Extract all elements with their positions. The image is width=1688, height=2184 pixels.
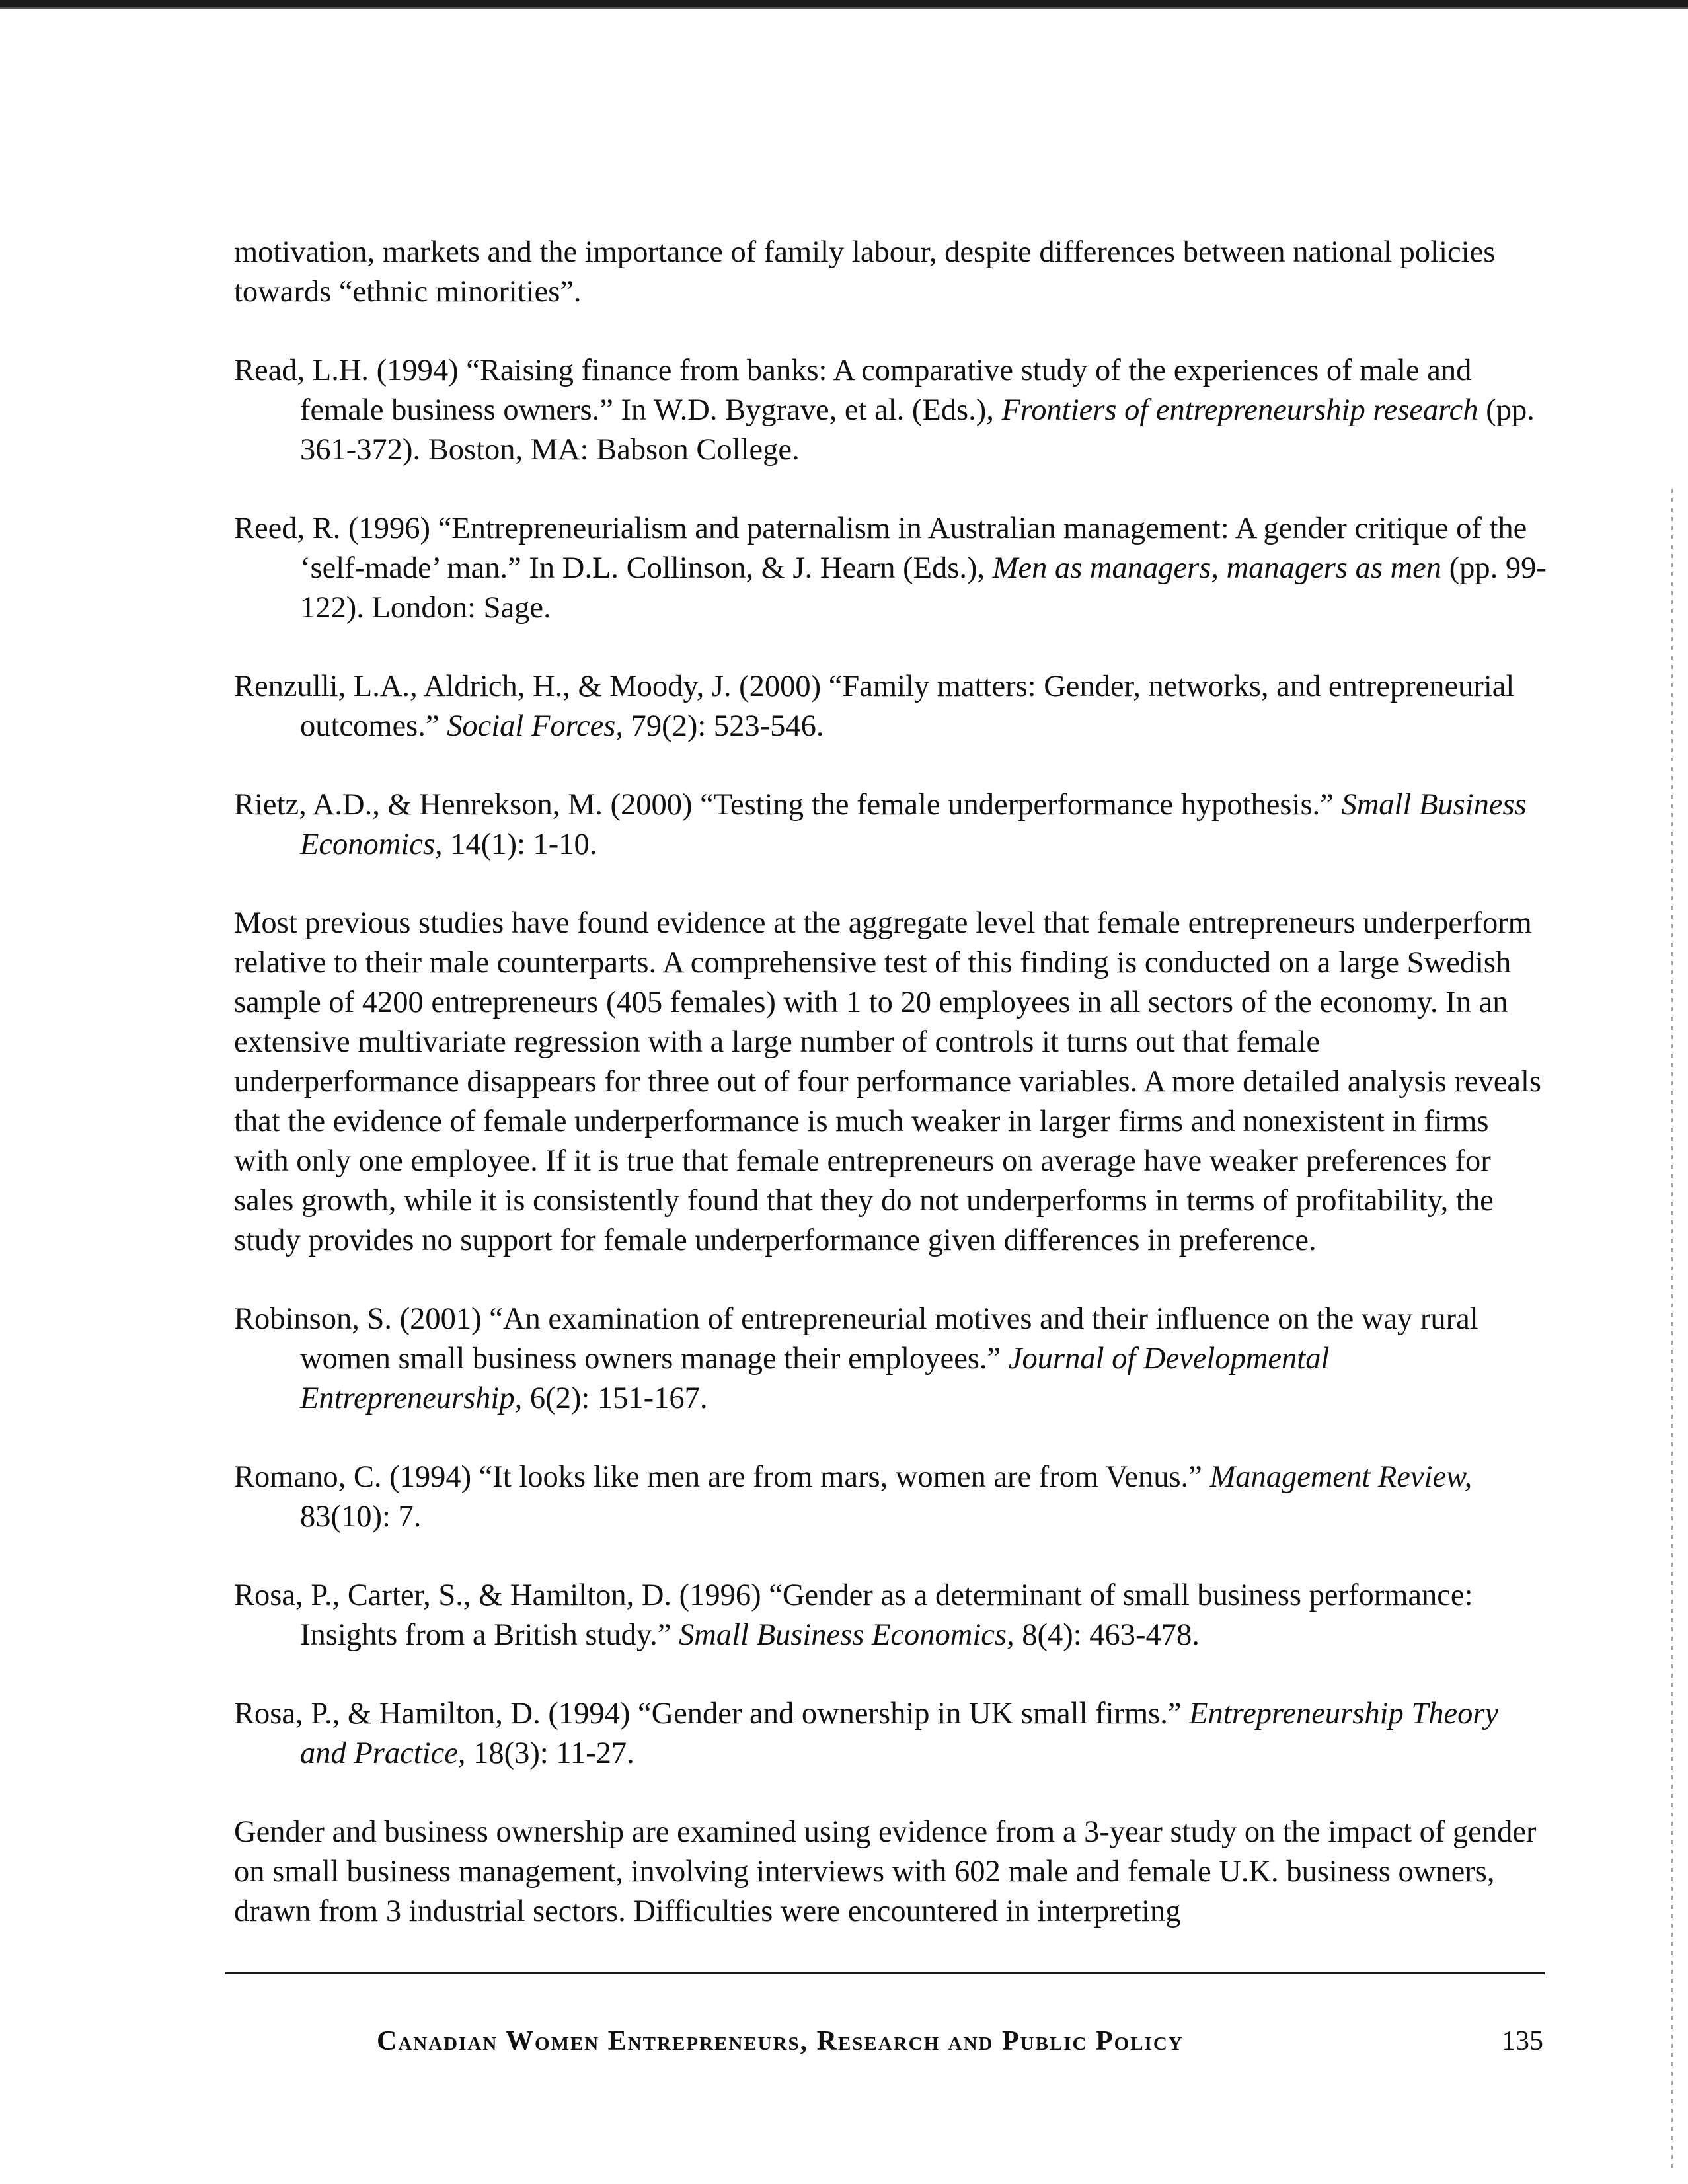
reference-details: 83(10): 7.: [300, 1500, 422, 1534]
reference-robinson-2001: [234, 1300, 1549, 1419]
reference-renzulli-2000: [234, 667, 1549, 746]
reference-source: Men as managers, managers as men: [992, 551, 1442, 585]
top-border: [0, 0, 1688, 9]
abstract-rosa: Gender and business ownership are examined using evidence from a 3-year study on the impact of gender on small business management, involving interviews with 602 male and female U.K. business owners, drawn from 3 industrial sectors. Difficulties were encountered in interpreting: [234, 1815, 1537, 1928]
reference-details: 6(2): 151-167.: [522, 1382, 708, 1415]
intro-paragraph: motivation, markets and the importance of family labour, despite differences between national policies towards “ethnic minorities”.: [234, 235, 1496, 309]
reference-details: 18(3): 11-27.: [465, 1736, 634, 1770]
reference-citation: Romano, C. (1994) “It looks like men are from mars, women are from Venus.”: [234, 1460, 1210, 1494]
reference-details: 8(4): 463-478.: [1014, 1618, 1200, 1652]
reference-citation: Rosa, P., Carter, S., & Hamilton, D. (1996) “Gender as a determinant of small business performance: Insights from a British study.”: [234, 1579, 1473, 1652]
reference-details: (pp. 99-122). London: Sage.: [300, 551, 1547, 625]
reference-reed-1996: [234, 509, 1549, 628]
reference-details: (pp. 361-372). Boston, MA: Babson College.: [300, 393, 1535, 467]
reference-details: 14(1): 1-10.: [442, 828, 597, 861]
page-body: [234, 233, 1549, 1970]
reference-source: Journal of Developmental Entrepreneurship,: [300, 1342, 1330, 1415]
reference-romano-1994: [234, 1458, 1549, 1537]
reference-source: Frontiers of entrepreneurship research: [1001, 393, 1478, 427]
reference-rosa-1996: [234, 1576, 1549, 1655]
reference-citation: Reed, R. (1996) “Entrepreneurialism and paternalism in Australian management: A gender critique of the ‘self-made’ man.” In D.L. Collinson, & J. Hearn (Eds.),: [234, 512, 1527, 585]
reference-read-1994: [234, 351, 1549, 470]
reference-source: Small Business Economics,: [679, 1618, 1015, 1652]
reference-source: Social Forces,: [447, 709, 623, 743]
reference-citation: Rosa, P., & Hamilton, D. (1994) “Gender and ownership in UK small firms.”: [234, 1697, 1190, 1731]
reference-rosa-1994: [234, 1694, 1549, 1774]
reference-source: Small Business Economics,: [300, 788, 1527, 861]
running-footer-title: Canadian Women Entrepreneurs, Research and Public Policy: [377, 2026, 1184, 2056]
reference-source: Management Review,: [1209, 1460, 1473, 1494]
page-number: 135: [1502, 2026, 1543, 2056]
page-edge-shadow: [1671, 489, 1673, 2168]
reference-citation: Read, L.H. (1994) “Raising finance from banks: A comparative study of the experiences of male and female business owners.” In W.D. Bygrave, et al. (Eds.),: [234, 354, 1472, 427]
reference-citation: Renzulli, L.A., Aldrich, H., & Moody, J. (2000) “Family matters: Gender, networks, and entrepreneurial outcomes.”: [234, 670, 1515, 743]
reference-rietz-2000: [234, 785, 1549, 865]
reference-details: 79(2): 523-546.: [623, 709, 824, 743]
reference-source: Entrepreneurship Theory and Practice,: [300, 1697, 1499, 1770]
abstract-rietz: Most previous studies have found evidence at the aggregate level that female entrepreneurs underperform relative to their male counterparts. A comprehensive test of this finding is conducted on a large Swedish sample of 4200 entrepreneurs (405 females) with 1 to 20 employees in all sectors of the economy. In an extensive multivariate regression with a large number of controls it turns out that female underperformance disappears for three out of four performance variables. A more detailed analysis reveals that the evidence of female underperformance is much weaker in larger firms and nonexistent in firms with only one employee. If it is true that female entrepreneurs on average have weaker preferences for sales growth, while it is consistently found that they do not underperforms in terms of profitability, the study provides no support for female underperformance given differences in preference.: [234, 906, 1541, 1257]
reference-citation: Rietz, A.D., & Henrekson, M. (2000) “Testing the female underperformance hypothesis.”: [234, 788, 1342, 822]
reference-citation: Robinson, S. (2001) “An examination of entrepreneurial motives and their influence on the way rural women small business owners manage their employees.”: [234, 1302, 1478, 1376]
footer-divider: [225, 1972, 1545, 1974]
